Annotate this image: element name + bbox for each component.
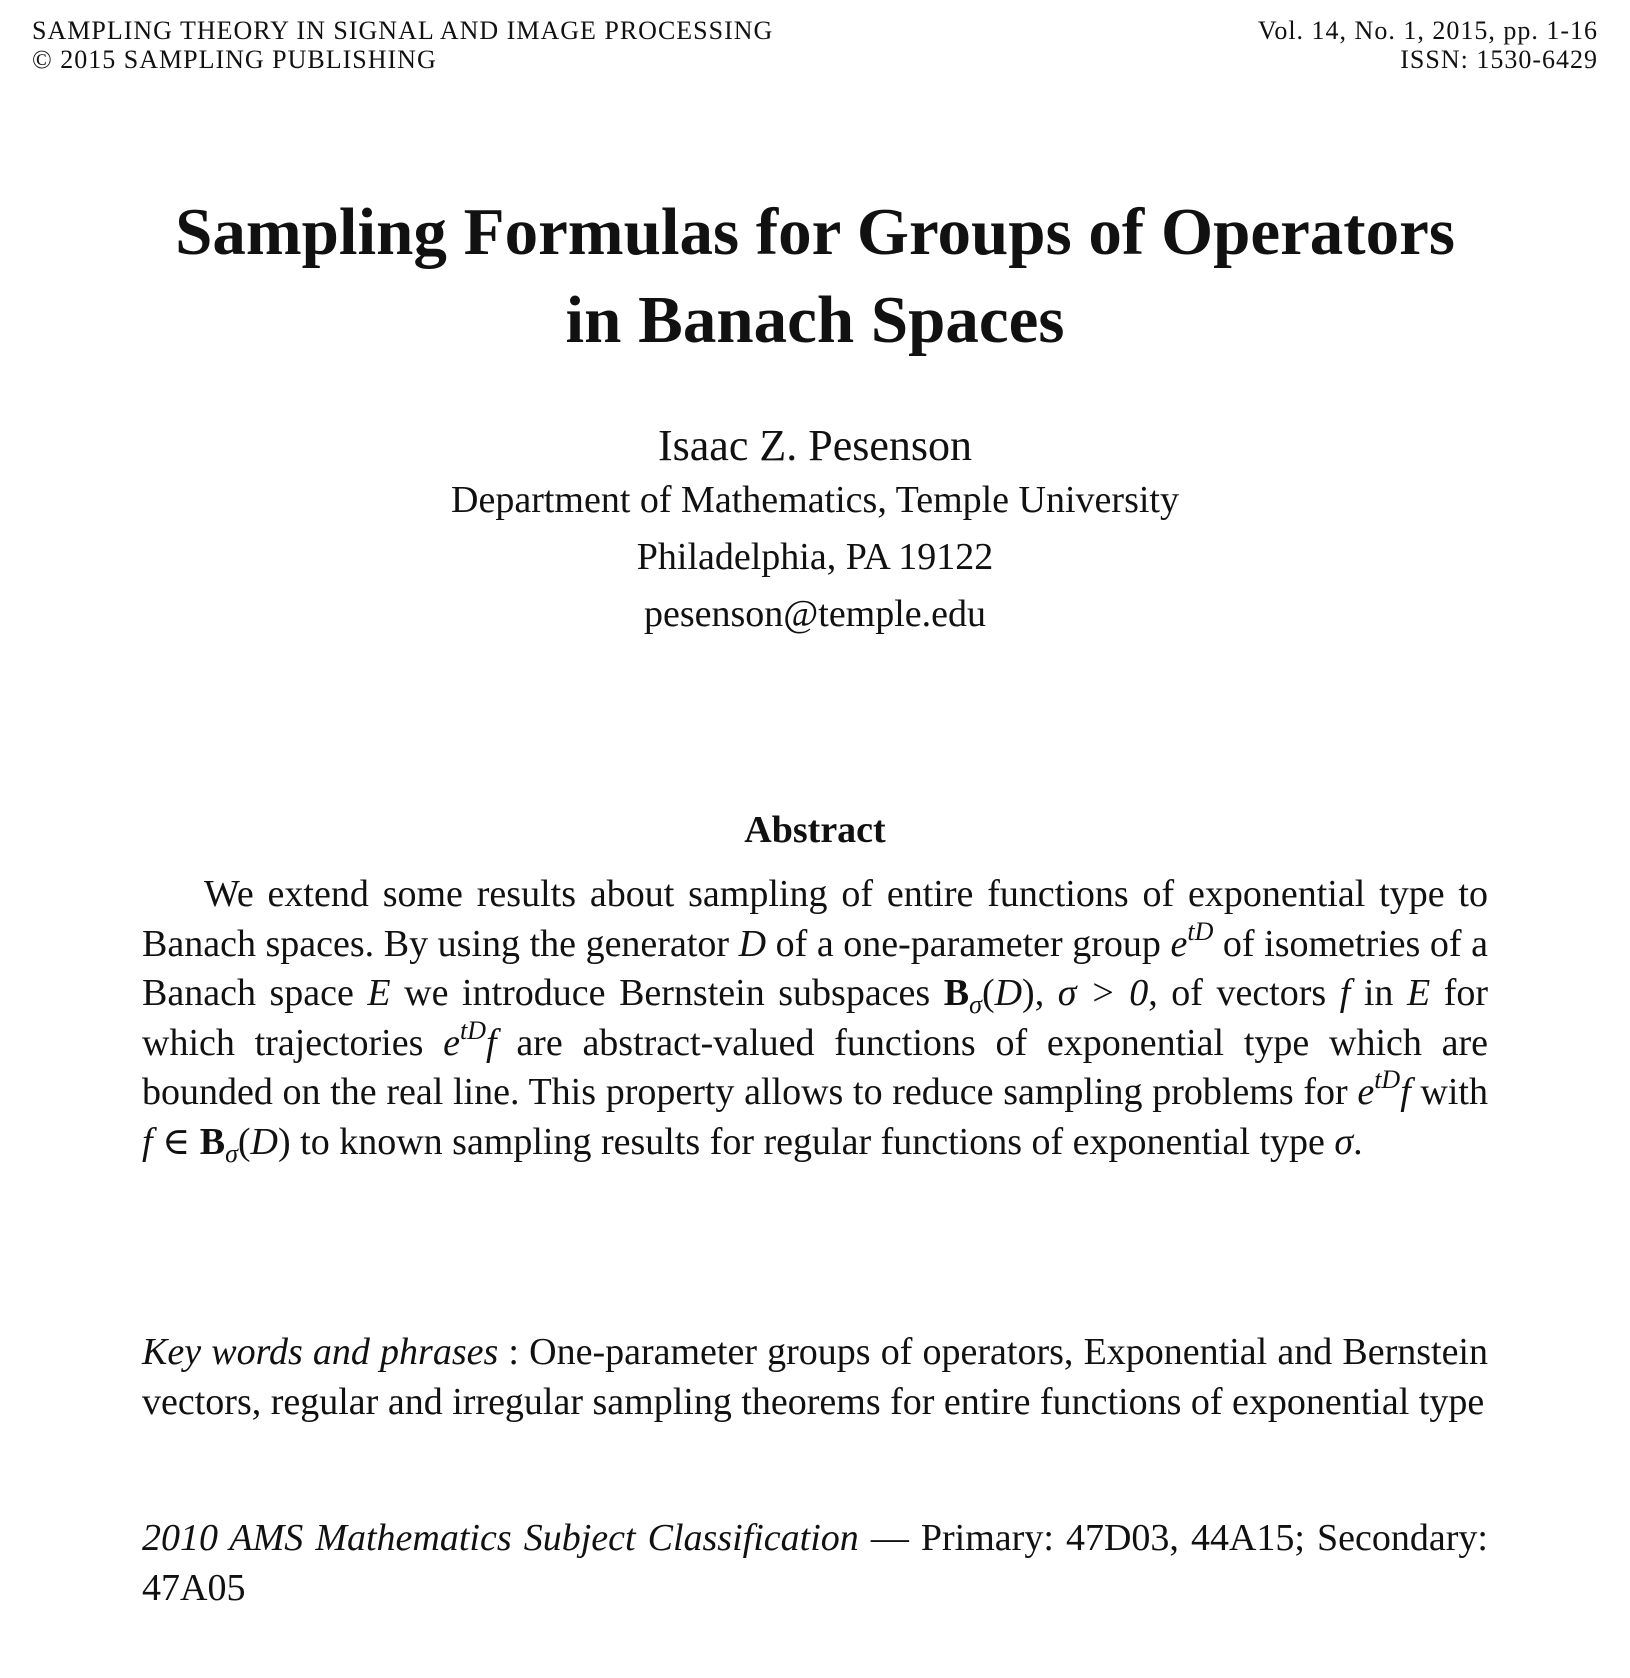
keywords: Key words and phrases : One-parameter groups of operators, Exponential and Bernstein vectors, regular and irregular sampling theorems for entire functions of exponential type [142,1331,1488,1423]
author-block [0,420,1630,643]
msc-classification [142,1514,1488,1613]
title-line-1: Sampling Formulas for Groups of Operators [175,195,1455,269]
copyright-notice: © 2015 SAMPLING PUBLISHING [32,45,437,74]
journal-name: SAMPLING THEORY IN SIGNAL AND IMAGE PROCESSING [32,16,774,45]
title-line-2: in Banach Spaces [565,283,1065,357]
abstract-heading: Abstract [744,809,886,851]
journal-header [32,16,773,74]
keywords-label: Key words and phrases [142,1331,499,1373]
msc-label: 2010 AMS Mathematics Subject Classification [142,1517,859,1559]
author-department: Department of Mathematics, Temple University [451,479,1179,521]
author-name: Isaac Z. Pesenson [657,421,972,470]
volume-info: Vol. 14, No. 1, 2015, pp. 1-16 [1257,16,1598,45]
msc-text: — Primary: 47D03, 44A15; Secondary: 47A05 [142,1517,1488,1609]
abstract-text: We extend some results about sampling of entire functions of exponential type to Banach spaces. By using the generator D of a one-parameter group $e^{tD}$ of isometries of a Banach space E we introduce Bernstein subspaces $B_\sigma(D)$, σ > 0, of vectors f in E for which trajectories $e^{tD}f$ are abstract-valued functions of exponential type which are bounded on the real line. This property allows to reduce sampling problems for $e^{tD}f$ with f ∈ $B_\sigma(D)$ to known sampling results for regular functions of exponential type σ. [142,873,1489,1168]
issn: ISSN: 1530-6429 [1400,45,1598,74]
issue-info [1258,16,1598,74]
author-email[interactable]: pesenson@temple.edu [643,593,987,635]
author-address: Philadelphia, PA 19122 [636,536,994,578]
paper-title [0,188,1630,364]
keywords-text: One-parameter groups of operators, Exponential and Bernstein vectors, regular and irregular sampling theorems for entire functions of exponential type [142,1331,1488,1423]
